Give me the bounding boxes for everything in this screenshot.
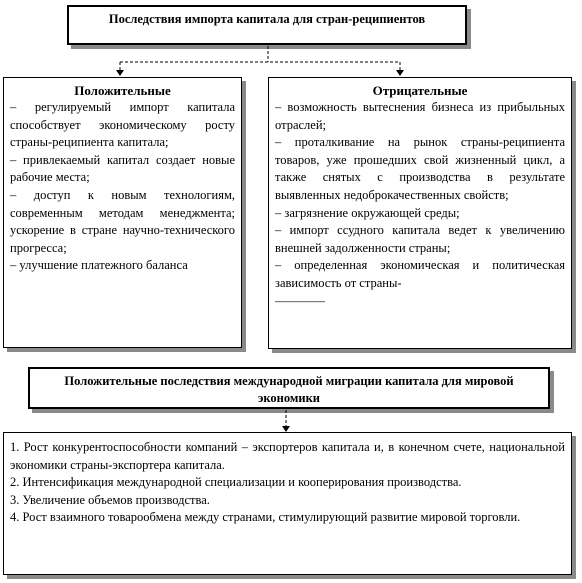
list-item: – возможность вытеснения бизнеса из прибыльных отраслей; xyxy=(275,100,565,132)
positive-heading: Положительные xyxy=(74,83,171,98)
list-item: – регулируемый импорт капитала способствует экономическому росту страны-реципиента капитала; xyxy=(10,100,235,150)
list-item: 2. Интенсификация международной специализации и кооперирования производства. xyxy=(10,475,462,490)
bottom-box xyxy=(3,432,572,575)
list-item: 1. Рост конкурентоспособности компаний – экспортеров капитала и, в конечном счете, национальной экономики страны-экспортера капитала. xyxy=(10,440,565,472)
list-item: – проталкивание на рынок страны-реципиента товаров, уже прошедших свой жизненный цикл, а также снятых с производства в результате выявленных недоброкачественных свойств; xyxy=(275,135,565,202)
top-title: Последствия импорта капитала для стран-реципиентов xyxy=(108,12,426,26)
list-item: – загрязнение окружающей среды; xyxy=(275,205,460,220)
list-item: – улучшение платежного баланса xyxy=(10,258,188,273)
list-item: 3. Увеличение объемов производства. xyxy=(10,492,210,507)
middle-title-box xyxy=(28,367,550,409)
arrow-right-icon xyxy=(396,70,404,76)
middle-title: Положительные последствия международной миграции капитала для мировой экономики xyxy=(64,374,514,405)
positive-box xyxy=(3,77,242,348)
negative-box xyxy=(268,77,572,349)
top-title-box xyxy=(67,5,467,45)
list-item: – импорт ссудного капитала ведет к увеличению внешней задолженности страны; xyxy=(275,223,565,255)
list-item: 4. Рост взаимного товарообмена между странами, стимулирующий развитие мировой торговли. xyxy=(10,510,521,525)
list-item: – привлекаемый капитал создает новые рабочие места; xyxy=(10,152,235,185)
list-item: – определенная экономическая и политическая зависимость от страны- xyxy=(275,258,565,290)
negative-heading: Отрицательные xyxy=(372,83,468,98)
list-item: –––––––– xyxy=(275,293,325,308)
arrow-left-icon xyxy=(116,70,124,76)
list-item: – доступ к новым технологиям, современным методам менеджмента; ускорение в стране научно-технического прогресса; xyxy=(10,187,235,255)
